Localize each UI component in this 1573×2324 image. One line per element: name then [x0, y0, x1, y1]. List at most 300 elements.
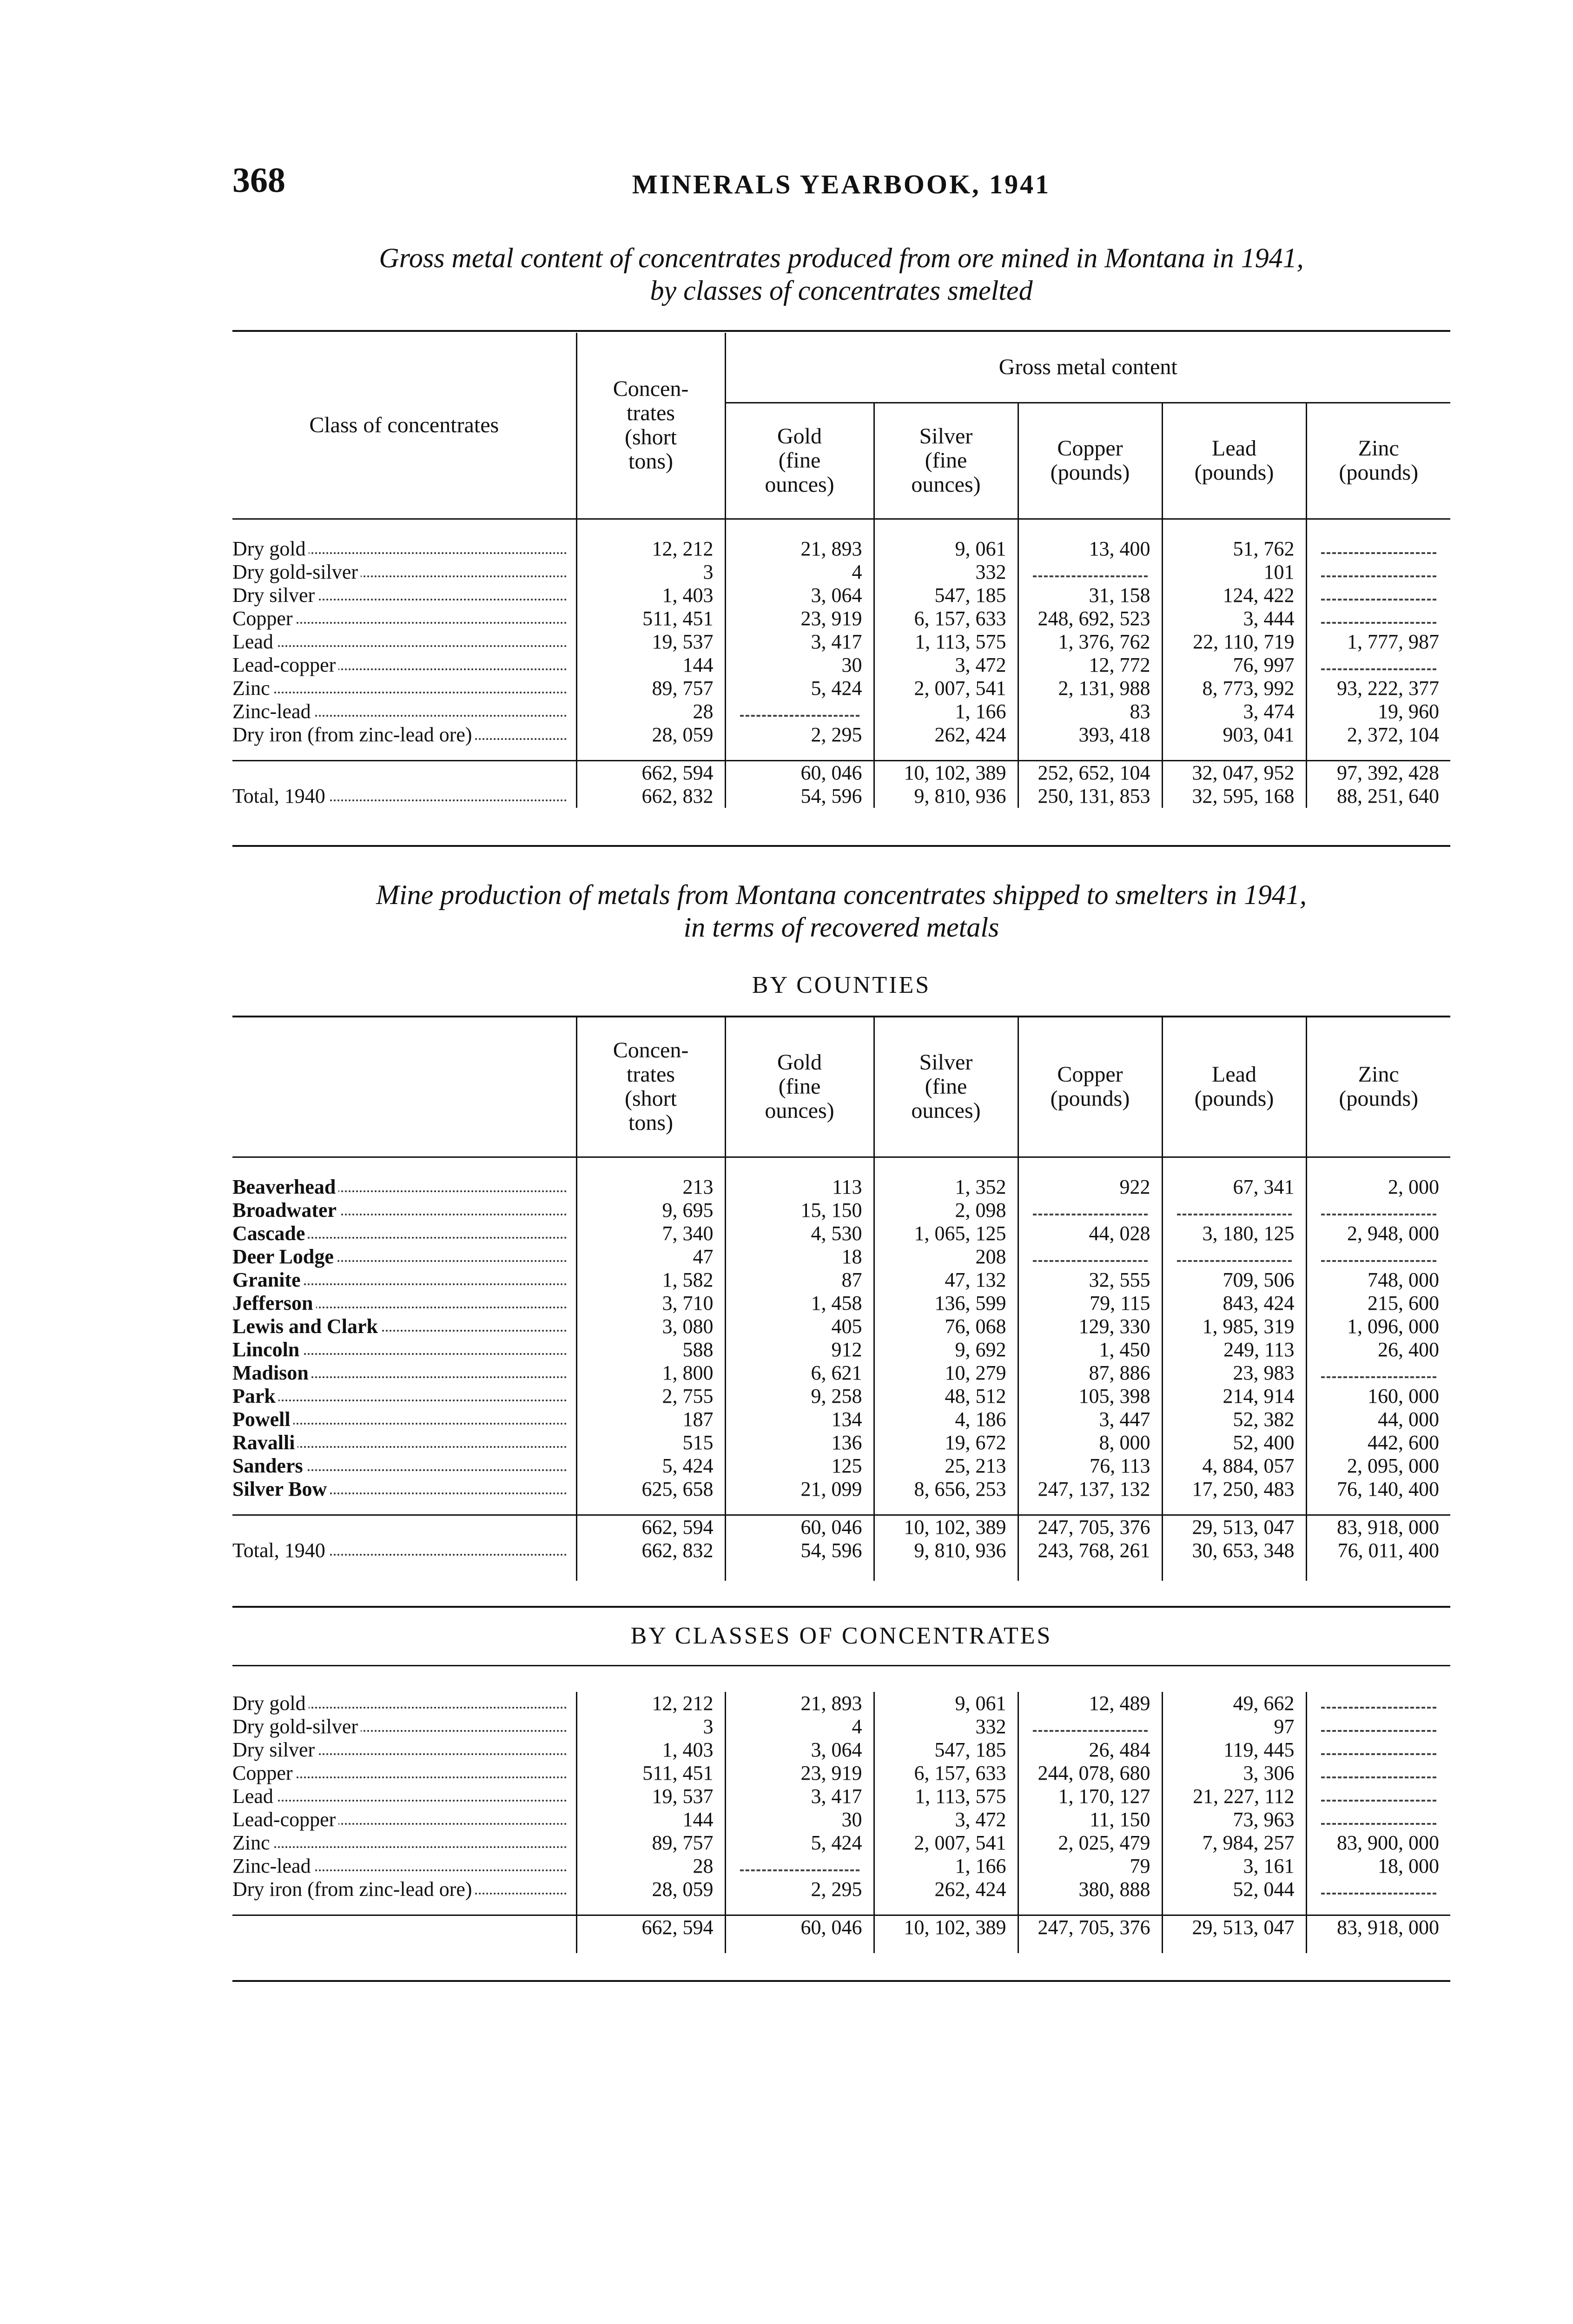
cell-copper: 105, 398 [1018, 1385, 1162, 1408]
cell-copper: 1, 376, 762 [1018, 630, 1162, 654]
cell-silver: 9, 061 [874, 537, 1018, 561]
cell-silver: 332 [874, 1715, 1018, 1738]
cell-gold: 15, 150 [725, 1199, 874, 1222]
cell-gold: 21, 893 [725, 1692, 874, 1715]
cell-tons: 89, 757 [576, 1831, 725, 1855]
cell-lead: 30, 653, 348 [1162, 1539, 1306, 1562]
cell-gold: 912 [725, 1338, 874, 1361]
cell-zinc [1306, 584, 1450, 607]
cell-zinc [1306, 1361, 1450, 1385]
cell-zinc: 19, 960 [1306, 700, 1450, 723]
cell-tons: 1, 403 [576, 584, 725, 607]
table-row [232, 1831, 1450, 1855]
cell-tons: 2, 755 [576, 1385, 725, 1408]
cell-copper: 252, 652, 104 [1018, 760, 1162, 785]
cell-gold: 4 [725, 561, 874, 584]
cell-tons: 511, 451 [576, 607, 725, 630]
cell-silver: 47, 132 [874, 1268, 1018, 1292]
cell-zinc: 83, 900, 000 [1306, 1831, 1450, 1855]
row-label: Granite [232, 1268, 576, 1292]
cell-tons: 662, 594 [576, 760, 725, 785]
cell-lead: 73, 963 [1162, 1808, 1306, 1831]
cell-tons: 1, 582 [576, 1268, 725, 1292]
cell-gold: 60, 046 [725, 760, 874, 785]
cell-tons: 28, 059 [576, 723, 725, 746]
cell-silver: 1, 113, 575 [874, 630, 1018, 654]
cell-gold: 113 [725, 1175, 874, 1199]
table-row [232, 1268, 1450, 1292]
cell-zinc: 83, 918, 000 [1306, 1515, 1450, 1539]
cell-tons: 662, 832 [576, 785, 725, 808]
cell-copper: 13, 400 [1018, 537, 1162, 561]
cell-silver: 10, 279 [874, 1361, 1018, 1385]
spacer-row [232, 1939, 1450, 1953]
cell-silver: 332 [874, 561, 1018, 584]
page-header [232, 160, 1450, 202]
table2-header-gold: Gold (fine ounces) [725, 1017, 874, 1157]
cell-silver: 8, 656, 253 [874, 1478, 1018, 1501]
cell-copper: 247, 705, 376 [1018, 1915, 1162, 1939]
cell-zinc [1306, 1715, 1450, 1738]
table2-header-lead: Lead (pounds) [1162, 1017, 1306, 1157]
table2-classes [232, 1692, 1450, 1953]
cell-copper: 44, 028 [1018, 1222, 1162, 1245]
cell-lead: 49, 662 [1162, 1692, 1306, 1715]
cell-tons: 1, 403 [576, 1738, 725, 1762]
cell-copper: 1, 170, 127 [1018, 1785, 1162, 1808]
cell-tons: 662, 594 [576, 1915, 725, 1939]
cell-zinc [1306, 1808, 1450, 1831]
cell-silver: 19, 672 [874, 1431, 1018, 1454]
cell-gold: 3, 064 [725, 584, 874, 607]
cell-gold: 136 [725, 1431, 874, 1454]
cell-lead: 101 [1162, 561, 1306, 584]
cell-tons: 213 [576, 1175, 725, 1199]
cell-copper: 247, 137, 132 [1018, 1478, 1162, 1501]
cell-silver: 2, 098 [874, 1199, 1018, 1222]
cell-zinc [1306, 607, 1450, 630]
cell-lead: 709, 506 [1162, 1268, 1306, 1292]
cell-lead: 249, 113 [1162, 1338, 1306, 1361]
cell-zinc: 76, 011, 400 [1306, 1539, 1450, 1562]
cell-zinc [1306, 1738, 1450, 1762]
cell-copper: 3, 447 [1018, 1408, 1162, 1431]
cell-lead: 67, 341 [1162, 1175, 1306, 1199]
cell-silver: 3, 472 [874, 654, 1018, 677]
table1-bottom-rule [232, 845, 1450, 847]
cell-gold: 6, 621 [725, 1361, 874, 1385]
cell-gold: 3, 417 [725, 630, 874, 654]
cell-zinc: 2, 000 [1306, 1175, 1450, 1199]
cell-zinc [1306, 537, 1450, 561]
cell-copper [1018, 1715, 1162, 1738]
cell-tons: 9, 695 [576, 1199, 725, 1222]
cell-copper: 87, 886 [1018, 1361, 1162, 1385]
row-label: Broadwater [232, 1199, 576, 1222]
cell-copper: 129, 330 [1018, 1315, 1162, 1338]
table-row [232, 1315, 1450, 1338]
table-row [232, 1785, 1450, 1808]
table1-top-rule [232, 330, 1450, 332]
cell-gold: 3, 417 [725, 1785, 874, 1808]
total-1940-row [232, 785, 1450, 808]
row-label: Lead [232, 1785, 576, 1808]
table1-header-gold: Gold (fine ounces) [725, 403, 874, 519]
spacer-row [232, 1901, 1450, 1915]
cell-lead: 32, 595, 168 [1162, 785, 1306, 808]
cell-gold: 54, 596 [725, 1539, 874, 1562]
cell-silver: 9, 810, 936 [874, 1539, 1018, 1562]
cell-silver: 262, 424 [874, 1878, 1018, 1901]
cell-silver: 10, 102, 389 [874, 1915, 1018, 1939]
cell-copper [1018, 1245, 1162, 1268]
table1-title-line1: Gross metal content of concentrates produced from ore mined in Montana in 1941, [379, 243, 1304, 273]
cell-zinc: 18, 000 [1306, 1855, 1450, 1878]
cell-lead: 3, 180, 125 [1162, 1222, 1306, 1245]
row-label: Beaverhead [232, 1175, 576, 1199]
spacer-row [232, 519, 1450, 537]
row-label: Ravalli [232, 1431, 576, 1454]
cell-gold: 9, 258 [725, 1385, 874, 1408]
cell-tons: 515 [576, 1431, 725, 1454]
table-row [232, 1245, 1450, 1268]
table-row [232, 677, 1450, 700]
cell-lead: 843, 424 [1162, 1292, 1306, 1315]
cell-copper: 83 [1018, 700, 1162, 723]
cell-copper: 248, 692, 523 [1018, 607, 1162, 630]
row-label: Zinc-lead [232, 1855, 576, 1878]
cell-zinc: 93, 222, 377 [1306, 677, 1450, 700]
cell-silver: 4, 186 [874, 1408, 1018, 1431]
cell-tons: 47 [576, 1245, 725, 1268]
cell-silver: 25, 213 [874, 1454, 1018, 1478]
cell-zinc: 1, 096, 000 [1306, 1315, 1450, 1338]
row-label: Jefferson [232, 1292, 576, 1315]
row-label [232, 1515, 576, 1539]
cell-silver: 1, 352 [874, 1175, 1018, 1199]
cell-tons: 3 [576, 1715, 725, 1738]
cell-gold: 54, 596 [725, 785, 874, 808]
cell-silver: 3, 472 [874, 1808, 1018, 1831]
spacer-row [232, 1501, 1450, 1515]
cell-copper: 244, 078, 680 [1018, 1762, 1162, 1785]
cell-lead: 1, 985, 319 [1162, 1315, 1306, 1338]
cell-lead: 32, 047, 952 [1162, 760, 1306, 785]
cell-silver: 136, 599 [874, 1292, 1018, 1315]
table-row [232, 1338, 1450, 1361]
cell-zinc [1306, 1199, 1450, 1222]
row-label: Cascade [232, 1222, 576, 1245]
table-row [232, 1292, 1450, 1315]
table1-header-silver: Silver (fine ounces) [874, 403, 1018, 519]
table-row [232, 1222, 1450, 1245]
table-row [232, 1692, 1450, 1715]
table3-bottom-rule [232, 1980, 1450, 1982]
cell-silver: 262, 424 [874, 723, 1018, 746]
cell-lead: 52, 382 [1162, 1408, 1306, 1431]
cell-gold: 2, 295 [725, 1878, 874, 1901]
cell-copper: 12, 772 [1018, 654, 1162, 677]
cell-lead: 214, 914 [1162, 1385, 1306, 1408]
table2-header-copper: Copper (pounds) [1018, 1017, 1162, 1157]
cell-gold: 23, 919 [725, 607, 874, 630]
table-row [232, 1385, 1450, 1408]
cell-tons: 3 [576, 561, 725, 584]
cell-copper: 922 [1018, 1175, 1162, 1199]
row-label: Lincoln [232, 1338, 576, 1361]
table-row [232, 630, 1450, 654]
cell-silver: 6, 157, 633 [874, 1762, 1018, 1785]
cell-gold: 87 [725, 1268, 874, 1292]
cell-copper: 31, 158 [1018, 584, 1162, 607]
cell-gold: 5, 424 [725, 677, 874, 700]
row-label: Deer Lodge [232, 1245, 576, 1268]
cell-zinc: 26, 400 [1306, 1338, 1450, 1361]
table-row [232, 1478, 1450, 1501]
cell-tons: 187 [576, 1408, 725, 1431]
cell-zinc [1306, 561, 1450, 584]
table-row [232, 1738, 1450, 1762]
cell-tons: 1, 800 [576, 1361, 725, 1385]
cell-copper: 2, 131, 988 [1018, 677, 1162, 700]
row-label: Dry iron (from zinc-lead ore) [232, 1878, 576, 1901]
cell-zinc [1306, 1878, 1450, 1901]
cell-silver: 547, 185 [874, 1738, 1018, 1762]
cell-gold: 21, 099 [725, 1478, 874, 1501]
cell-zinc: 1, 777, 987 [1306, 630, 1450, 654]
cell-lead: 4, 884, 057 [1162, 1454, 1306, 1478]
row-label: Lead [232, 630, 576, 654]
cell-lead: 17, 250, 483 [1162, 1478, 1306, 1501]
row-label: Dry gold-silver [232, 1715, 576, 1738]
cell-tons: 89, 757 [576, 677, 725, 700]
cell-zinc: 2, 948, 000 [1306, 1222, 1450, 1245]
table2-header-silver: Silver (fine ounces) [874, 1017, 1018, 1157]
row-label: Dry gold-silver [232, 561, 576, 584]
cell-tons: 19, 537 [576, 1785, 725, 1808]
table1 [232, 333, 1450, 808]
table-row [232, 561, 1450, 584]
cell-lead [1162, 1199, 1306, 1222]
cell-copper: 1, 450 [1018, 1338, 1162, 1361]
table1-header-copper: Copper (pounds) [1018, 403, 1162, 519]
section-by-classes: BY CLASSES OF CONCENTRATES [630, 1623, 1052, 1649]
cell-lead: 23, 983 [1162, 1361, 1306, 1385]
row-label: Powell [232, 1408, 576, 1431]
cell-gold: 405 [725, 1315, 874, 1338]
cell-gold: 30 [725, 654, 874, 677]
cell-zinc: 2, 095, 000 [1306, 1454, 1450, 1478]
table-row [232, 1199, 1450, 1222]
total-row [232, 760, 1450, 785]
cell-lead: 97 [1162, 1715, 1306, 1738]
cell-lead: 29, 513, 047 [1162, 1915, 1306, 1939]
table-row [232, 1408, 1450, 1431]
table-row [232, 700, 1450, 723]
cell-gold: 18 [725, 1245, 874, 1268]
cell-silver: 2, 007, 541 [874, 1831, 1018, 1855]
cell-gold: 134 [725, 1408, 874, 1431]
cell-zinc: 76, 140, 400 [1306, 1478, 1450, 1501]
row-label: Zinc [232, 677, 576, 700]
cell-zinc [1306, 654, 1450, 677]
table1-title [218, 242, 1464, 307]
row-label [232, 760, 576, 785]
cell-copper: 393, 418 [1018, 723, 1162, 746]
cell-copper: 2, 025, 479 [1018, 1831, 1162, 1855]
cell-gold: 4 [725, 1715, 874, 1738]
cell-gold: 5, 424 [725, 1831, 874, 1855]
cell-gold: 2, 295 [725, 723, 874, 746]
cell-lead: 8, 773, 992 [1162, 677, 1306, 700]
table-row [232, 1454, 1450, 1478]
cell-tons: 28 [576, 700, 725, 723]
cell-silver: 76, 068 [874, 1315, 1018, 1338]
table2-title [218, 878, 1464, 944]
cell-silver: 2, 007, 541 [874, 677, 1018, 700]
row-label: Lewis and Clark [232, 1315, 576, 1338]
cell-lead: 22, 110, 719 [1162, 630, 1306, 654]
section-by-counties: BY COUNTIES [752, 972, 931, 998]
cell-zinc [1306, 1692, 1450, 1715]
table2-counties [232, 1017, 1450, 1581]
cell-lead: 52, 044 [1162, 1878, 1306, 1901]
table2-header-zinc: Zinc (pounds) [1306, 1017, 1450, 1157]
cell-zinc: 748, 000 [1306, 1268, 1450, 1292]
cell-tons: 7, 340 [576, 1222, 725, 1245]
cell-zinc [1306, 1785, 1450, 1808]
table-row [232, 607, 1450, 630]
cell-gold: 30 [725, 1808, 874, 1831]
cell-tons: 625, 658 [576, 1478, 725, 1501]
row-label: Dry silver [232, 1738, 576, 1762]
cell-copper: 250, 131, 853 [1018, 785, 1162, 808]
table-row [232, 1855, 1450, 1878]
cell-copper [1018, 561, 1162, 584]
cell-copper: 247, 705, 376 [1018, 1515, 1162, 1539]
cell-silver: 1, 113, 575 [874, 1785, 1018, 1808]
cell-gold: 23, 919 [725, 1762, 874, 1785]
cell-tons: 144 [576, 1808, 725, 1831]
table-row [232, 1431, 1450, 1454]
row-label [232, 1915, 576, 1939]
table2-header-class [232, 1017, 576, 1157]
cell-copper: 79 [1018, 1855, 1162, 1878]
cell-zinc [1306, 1245, 1450, 1268]
total-row [232, 1515, 1450, 1539]
table3-top-rule [232, 1665, 1450, 1666]
cell-tons: 19, 537 [576, 630, 725, 654]
cell-tons: 144 [576, 654, 725, 677]
cell-silver: 6, 157, 633 [874, 607, 1018, 630]
row-label: Dry silver [232, 584, 576, 607]
table1-header-zinc: Zinc (pounds) [1306, 403, 1450, 519]
table-row [232, 1715, 1450, 1738]
cell-zinc: 83, 918, 000 [1306, 1915, 1450, 1939]
cell-lead: 21, 227, 112 [1162, 1785, 1306, 1808]
cell-lead: 3, 474 [1162, 700, 1306, 723]
cell-lead: 3, 161 [1162, 1855, 1306, 1878]
spacer-row [232, 1157, 1450, 1175]
table-row [232, 1762, 1450, 1785]
table-row [232, 537, 1450, 561]
row-label: Copper [232, 1762, 576, 1785]
cell-zinc: 442, 600 [1306, 1431, 1450, 1454]
cell-lead: 3, 306 [1162, 1762, 1306, 1785]
cell-tons: 662, 832 [576, 1539, 725, 1562]
cell-tons: 588 [576, 1338, 725, 1361]
cell-tons: 5, 424 [576, 1454, 725, 1478]
table1-header-group: Gross metal content [725, 333, 1450, 403]
cell-gold: 3, 064 [725, 1738, 874, 1762]
total-1940-row [232, 1539, 1450, 1562]
cell-zinc: 44, 000 [1306, 1408, 1450, 1431]
cell-silver: 208 [874, 1245, 1018, 1268]
table-row [232, 584, 1450, 607]
row-label: Dry gold [232, 1692, 576, 1715]
cell-gold: 21, 893 [725, 537, 874, 561]
cell-silver: 547, 185 [874, 584, 1018, 607]
table2-title-line2: in terms of recovered metals [683, 912, 999, 943]
cell-lead: 52, 400 [1162, 1431, 1306, 1454]
cell-copper: 32, 555 [1018, 1268, 1162, 1292]
cell-silver: 1, 166 [874, 700, 1018, 723]
table1-title-line2: by classes of concentrates smelted [650, 275, 1033, 306]
cell-copper [1018, 1199, 1162, 1222]
table-row [232, 654, 1450, 677]
cell-zinc: 88, 251, 640 [1306, 785, 1450, 808]
row-label: Zinc-lead [232, 700, 576, 723]
cell-lead: 29, 513, 047 [1162, 1515, 1306, 1539]
table1-header-class: Class of concentrates [232, 333, 576, 519]
cell-zinc [1306, 1762, 1450, 1785]
total-row [232, 1915, 1450, 1939]
cell-gold [725, 1855, 874, 1878]
row-label: Park [232, 1385, 576, 1408]
row-label: Silver Bow [232, 1478, 576, 1501]
cell-gold: 125 [725, 1454, 874, 1478]
cell-tons: 12, 212 [576, 537, 725, 561]
cell-silver: 10, 102, 389 [874, 760, 1018, 785]
cell-silver: 1, 166 [874, 1855, 1018, 1878]
cell-lead: 7, 984, 257 [1162, 1831, 1306, 1855]
cell-gold: 60, 046 [725, 1515, 874, 1539]
cell-silver: 9, 810, 936 [874, 785, 1018, 808]
cell-tons: 511, 451 [576, 1762, 725, 1785]
cell-silver: 1, 065, 125 [874, 1222, 1018, 1245]
cell-lead [1162, 1245, 1306, 1268]
cell-lead: 51, 762 [1162, 537, 1306, 561]
cell-copper: 79, 115 [1018, 1292, 1162, 1315]
row-label: Total, 1940 [232, 785, 576, 808]
cell-tons: 28 [576, 1855, 725, 1878]
cell-gold [725, 700, 874, 723]
cell-silver: 10, 102, 389 [874, 1515, 1018, 1539]
row-label: Copper [232, 607, 576, 630]
table-row [232, 723, 1450, 746]
table-row [232, 1878, 1450, 1901]
cell-gold: 4, 530 [725, 1222, 874, 1245]
row-label: Zinc [232, 1831, 576, 1855]
cell-zinc: 215, 600 [1306, 1292, 1450, 1315]
page-number: 368 [232, 161, 285, 200]
cell-lead: 903, 041 [1162, 723, 1306, 746]
cell-silver: 9, 061 [874, 1692, 1018, 1715]
table1-header-tons: Concen- trates (short tons) [576, 333, 725, 519]
cell-gold: 60, 046 [725, 1915, 874, 1939]
cell-lead: 76, 997 [1162, 654, 1306, 677]
cell-copper: 26, 484 [1018, 1738, 1162, 1762]
